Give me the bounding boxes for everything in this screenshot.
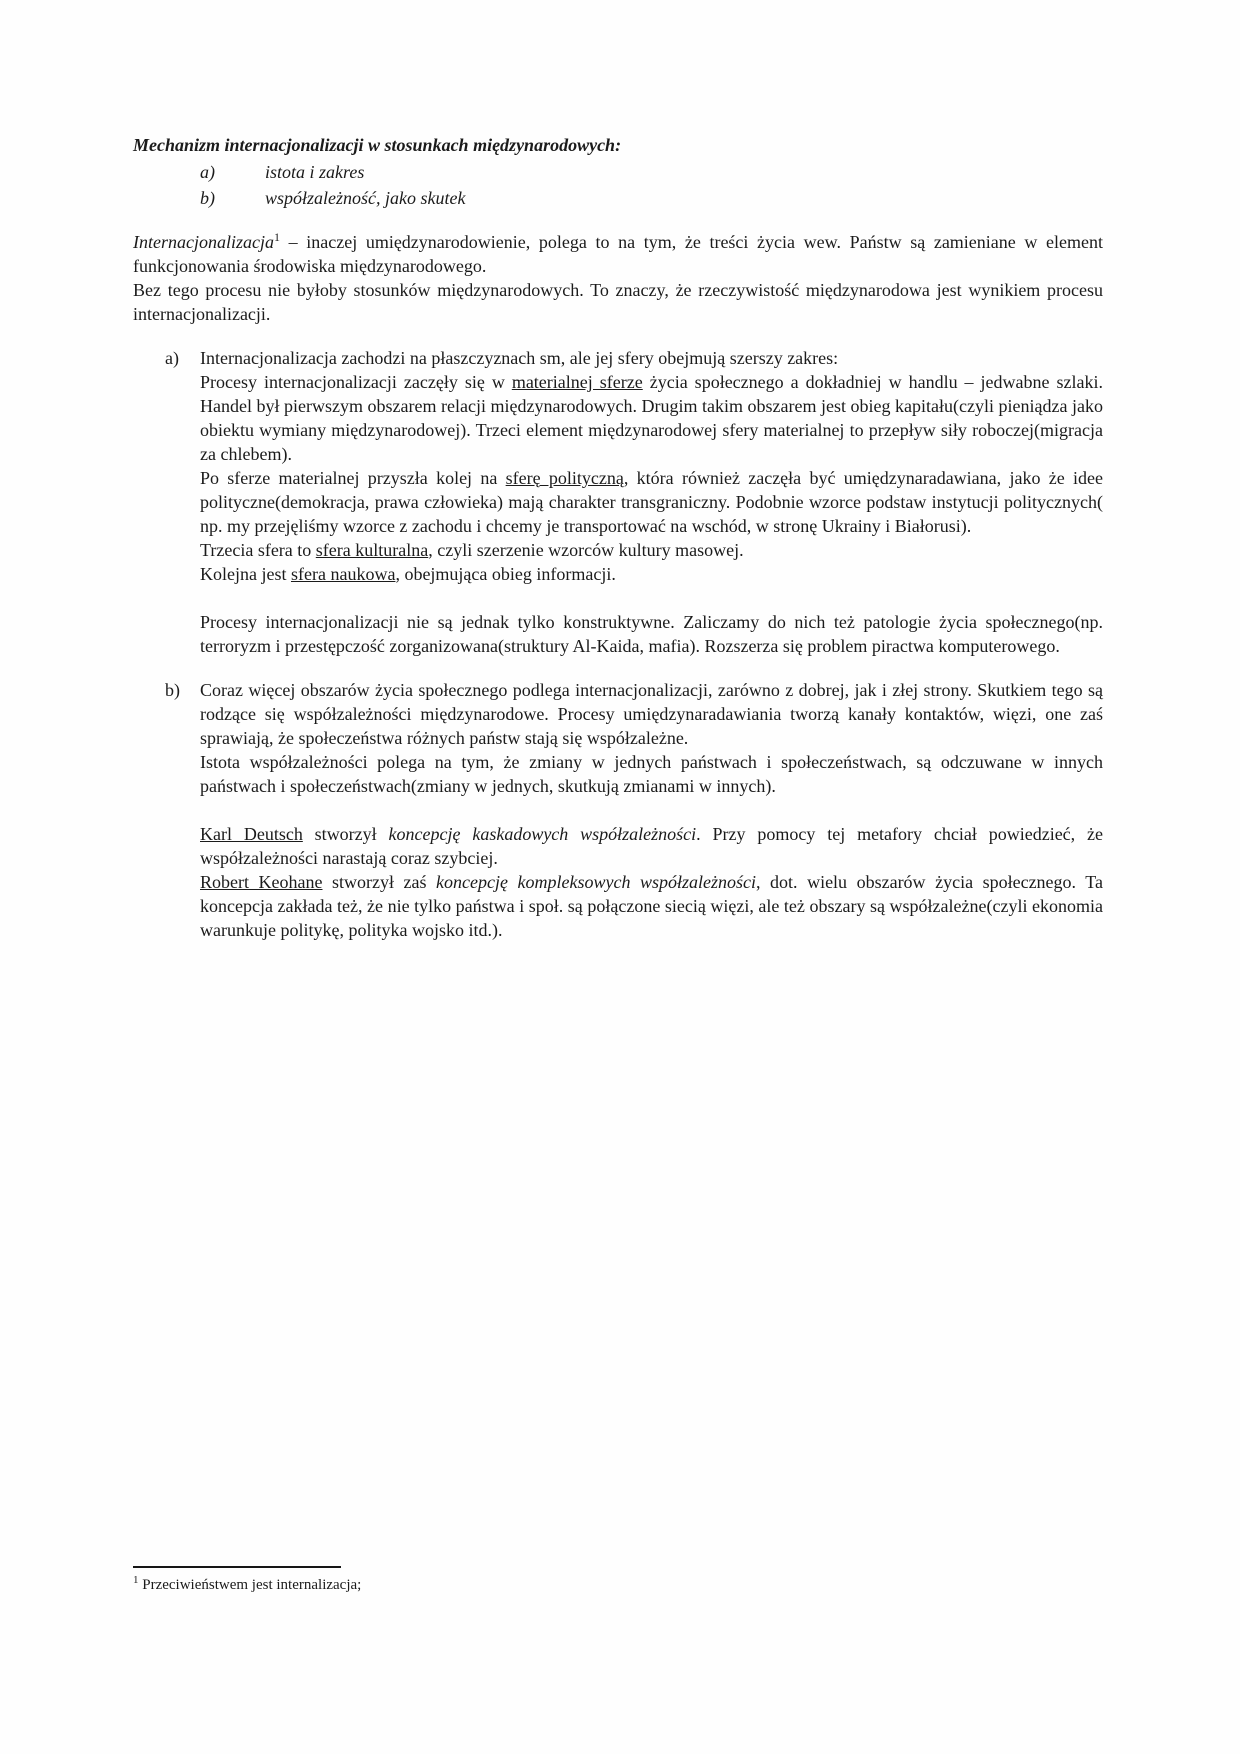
- list-item-b: [133, 678, 1103, 942]
- list-item-body: [200, 678, 1103, 942]
- paragraph-text: – inaczej umiędzynarodowienie, polega to na tym, że treści życia wew. Państw są zamieniane w element funkcjonowania środowiska międzynarodowego.: [133, 232, 1103, 276]
- defined-term: Internacjonalizacja: [133, 232, 274, 252]
- footnote-number: 1: [133, 1574, 139, 1586]
- paragraph: [200, 370, 1103, 466]
- outline-label: istota i zakres: [265, 162, 365, 182]
- paragraph-text: Kolejna jest: [200, 564, 291, 584]
- underlined-phrase: materialnej sferze: [511, 372, 643, 392]
- footnote-area: [133, 1566, 1103, 1595]
- list-marker: a): [165, 348, 179, 368]
- underlined-phrase: sferę polityczną: [505, 468, 624, 488]
- paragraph-text: stworzył zaś: [322, 872, 437, 892]
- underlined-phrase: sfera kulturalna: [315, 540, 429, 560]
- outline-item-a: [200, 159, 1103, 185]
- paragraph-text: stworzył: [302, 824, 389, 844]
- paragraph: [200, 822, 1103, 870]
- footnote-text: Przeciwieństwem jest internalizacja;: [142, 1577, 362, 1593]
- intro-paragraph: [133, 230, 1103, 278]
- paragraph-text: życia społecznego a dokładniej w handlu – jedwabne szlaki. Handel był pierwszym obszarem relacji międzynarodowych. Drugim takim obszarem jest obieg kapitału(czyli pieniądza jako obiektu wymiany międzynarodowej). Trzeci element międzynarodowej sfery materialnej to przepływ siły roboczej(migracja za chlebem).: [200, 372, 1103, 464]
- footnote: [133, 1575, 1103, 1595]
- paragraph-text: . Przy pomocy tej metafory chciał powiedzieć, że współzależności narastają coraz szybciej.: [200, 824, 1104, 868]
- paragraph-text: , dot. wielu obszarów życia społecznego. Ta koncepcja zakłada też, że nie tylko państwa i społ. są połączone siecią więzi, ale też obszary są współzależne(czyli ekonomia warunkuje politykę, polityka wojsko itd.).: [200, 872, 1103, 940]
- paragraph-text: , obejmująca obieg informacji.: [395, 564, 616, 584]
- outline-list: [200, 159, 1103, 211]
- footnote-separator: [133, 1566, 341, 1568]
- list-marker: a): [200, 162, 215, 182]
- list-marker: b): [200, 188, 215, 208]
- paragraph: [200, 562, 1103, 586]
- paragraph: [200, 870, 1103, 942]
- author-name: Robert Keohane: [200, 872, 323, 892]
- paragraph-text: , która również zaczęła być umiędzynaradawiana, jako że idee polityczne(demokracja, prawa człowieka) mają charakter transgraniczny. Podobnie wzorce podstaw instytucji politycznych( np. my przejęliśmy wzorce z zachodu i chcemy je transportować na wschód, w stronę Ukrainy i Białorusi).: [200, 468, 1103, 536]
- concept-name: koncepcję kaskadowych współzależności: [388, 824, 697, 844]
- outline-label: współzależność, jako skutek: [265, 188, 466, 208]
- footnote-reference: 1: [273, 230, 280, 244]
- author-name: Karl Deutsch: [200, 824, 303, 844]
- list-item-body: [200, 346, 1103, 658]
- paragraph-text: , czyli szerzenie wzorców kultury masowej.: [428, 540, 744, 560]
- paragraph: Internacjonalizacja zachodzi na płaszczyznach sm, ale jej sfery obejmują szerszy zakres:: [200, 348, 839, 368]
- paragraph: Procesy internacjonalizacji nie są jednak tylko konstruktywne. Zaliczamy do nich też patologie życia społecznego(np. terroryzm i przestępczość zorganizowana(struktury Al-Kaida, mafia). Rozszerza się problem piractwa komputerowego.: [200, 612, 1103, 656]
- outline-item-b: [200, 185, 1103, 211]
- list-marker: b): [165, 680, 180, 700]
- paragraph: [200, 466, 1103, 538]
- document-body: [133, 133, 1103, 942]
- paragraph: Istota współzależności polega na tym, że zmiany w jednych państwach i społeczeństwach, są odczuwane w innych państwach i społeczeństwach(zmiany w jednych, skutkują zmianami w innych).: [200, 752, 1103, 796]
- paragraph: [200, 538, 1103, 562]
- intro-paragraph-2: Bez tego procesu nie byłoby stosunków międzynarodowych. To znaczy, że rzeczywistość międzynarodowa jest wynikiem procesu internacjonalizacji.: [133, 280, 1103, 324]
- paragraph-text: Trzecia sfera to: [200, 540, 316, 560]
- concept-name: koncepcję kompleksowych współzależności: [436, 872, 757, 892]
- list-item-a: [133, 346, 1103, 658]
- document-heading: Mechanizm internacjonalizacji w stosunkach międzynarodowych:: [133, 135, 622, 155]
- underlined-phrase: sfera naukowa: [290, 564, 396, 584]
- paragraph-text: Procesy internacjonalizacji zaczęły się w: [200, 372, 512, 392]
- paragraph-text: Po sferze materialnej przyszła kolej na: [200, 468, 506, 488]
- paragraph: Coraz więcej obszarów życia społecznego podlega internacjonalizacji, zarówno z dobrej, jak i złej strony. Skutkiem tego są rodzące się współzależności międzynarodowe. Procesy umiędzynaradawiania tworzą kanały kontaktów, więzi, one zaś sprawiają, że społeczeństwa różnych państw stają się współzależne.: [200, 680, 1103, 748]
